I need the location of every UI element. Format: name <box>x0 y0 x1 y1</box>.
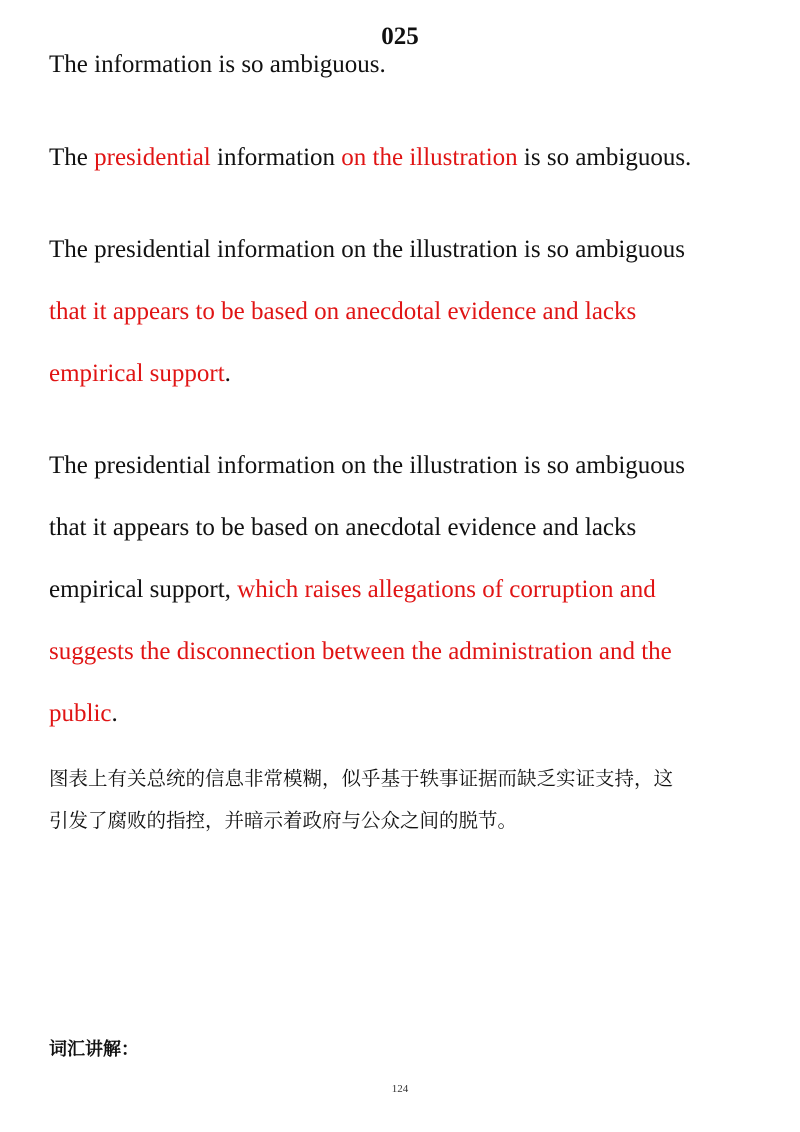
translation-line-2: 引发了腐败的指控，并暗示着政府与公众之间的脱节。 <box>49 809 518 832</box>
step-3-line-1: The presidential information on the illustration is so ambiguous <box>49 236 686 263</box>
step-2-highlight-1: presidential <box>94 144 211 171</box>
step-3-line-2: that it appears to be based on anecdotal evidence and lacks <box>49 298 637 325</box>
step-1-text: The information is so ambiguous. <box>49 51 386 78</box>
sentence-step-4 <box>49 450 769 760</box>
sentence-number: 025 <box>381 23 419 50</box>
step-4-line-4: suggests the disconnection between the administration and the <box>49 638 672 665</box>
step-4-line-2: that it appears to be based on anecdotal evidence and lacks <box>49 514 637 541</box>
step-4-line-3 <box>49 574 769 636</box>
step-3-line-3 <box>49 358 769 420</box>
step-2-plain-2: information <box>210 144 342 171</box>
step-4-line-1: The presidential information on the illustration is so ambiguous <box>49 452 686 479</box>
page-number: 124 <box>391 1083 409 1095</box>
step-3-highlight-end: empirical support <box>49 360 225 387</box>
sentence-step-3 <box>49 234 769 420</box>
vocabulary-heading: 词汇讲解： <box>49 1039 139 1060</box>
step-4-line-5 <box>49 698 769 760</box>
translation-line-1: 图表上有关总统的信息非常模糊，似乎基于轶事证据而缺乏实证支持，这 <box>49 767 674 790</box>
sentence-step-1 <box>49 49 769 81</box>
step-3-period: . <box>224 360 231 387</box>
step-4-line-5-highlight: public <box>49 700 112 727</box>
step-2-highlight-2: on the illustration <box>341 144 518 171</box>
step-4-period: . <box>111 700 118 727</box>
step-4-line-3-highlight: which raises allegations of corruption and <box>237 576 656 603</box>
step-2-plain-3: is so ambiguous. <box>517 144 692 171</box>
chinese-translation <box>49 758 769 842</box>
sentence-step-2 <box>49 142 769 174</box>
step-2-plain-1: The <box>49 144 95 171</box>
step-4-line-3-plain: empirical support, <box>49 576 238 603</box>
